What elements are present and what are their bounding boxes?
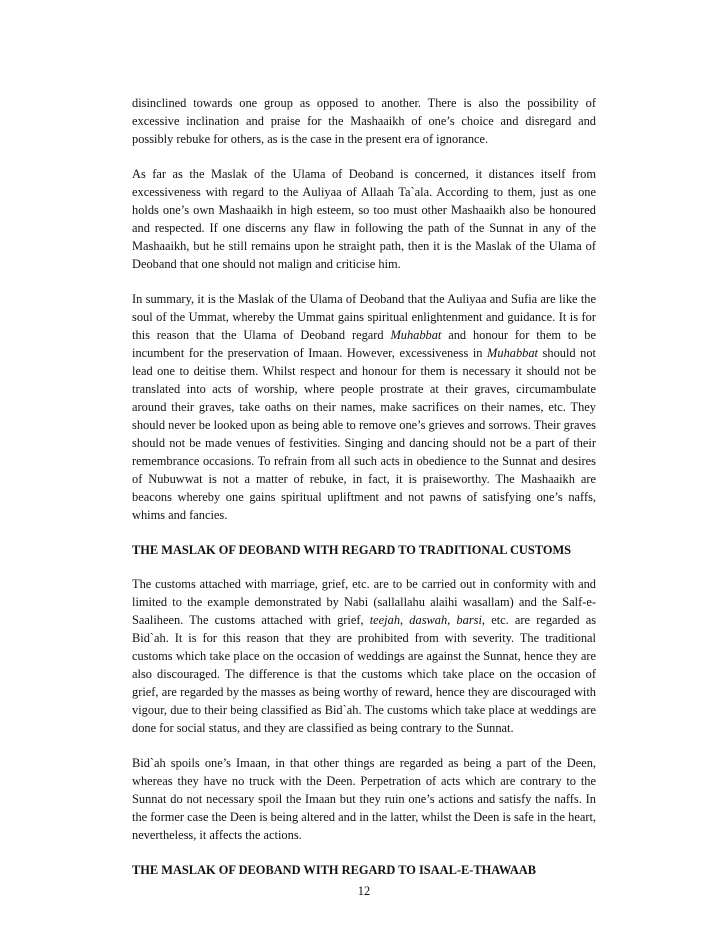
paragraph-1: disinclined towards one group as opposed to another. There is also the possibility of excessive inclination and praise for the Mashaaikh of one’s choice and disregard and possibly rebuke for others, as is the case in the present era of ignorance.	[132, 96, 596, 146]
section-heading-traditional-customs: THE MASLAK OF DEOBAND WITH REGARD TO TRADITIONAL CUSTOMS	[132, 543, 572, 557]
paragraph-3-text: and honour for them to be incumbent for the preservation of Imaan. However, excessiveness in	[132, 328, 596, 360]
paragraph-3-text: In summary, it is the Maslak of the Ulama of Deoband that the Auliyaa and Sufia are like the soul of the Ummat, whereby the Ummat gains spiritual enlightenment and guidance. It is for this reason that the Ulama of Deoband regard	[132, 292, 596, 342]
page-number: 12	[357, 884, 371, 898]
muhabbat-term: Muhabbat	[390, 328, 442, 342]
paragraph-3-text: should not lead one to deitise them. Whilst respect and honour for them is necessary it should not be translated into acts of worship, where people prostrate at their graves, circumambulate around their graves, take oaths on their names, make sacrifices on their names, etc. They should never be looked upon as being able to remove one’s grieves and sorrows. Their graves should not be made venues of festivities. Singing and dancing should not be a part of their remembrance occasions. To refrain from all such acts in obedience to the Sunnat and desires of Nubuwwat is not a matter of rebuke, in fact, it is praiseworthy. The Mashaaikh are beacons whereby one gains spiritual upliftment and not pawns of satisfying one’s naffs, whims and fancies.	[132, 346, 596, 522]
section-heading-isaal-e-thawaab: THE MASLAK OF DEOBAND WITH REGARD TO ISAAL-E-THAWAAB	[132, 863, 537, 877]
page-body	[132, 94, 596, 895]
paragraph-4	[132, 575, 596, 737]
teejah-term: teejah	[369, 613, 401, 627]
paragraph-2: As far as the Maslak of the Ulama of Deoband is concerned, it distances itself from excessiveness with regard to the Auliyaa of Allaah Ta`ala. According to them, just as one holds one’s own Mashaaikh in high esteem, so too must other Mashaaikh also be honoured and respected. If one discerns any flaw in following the path of the Sunnat in any of the Mashaaikh, but he still remains upon he straight path, then it is the Maslak of the Ulama of Deoband that one should not malign and criticise him.	[132, 167, 596, 271]
paragraph-5: Bid`ah spoils one’s Imaan, in that other things are regarded as being a part of the Deen, whereas they have no truck with the Deen. Perpetration of acts which are contrary to the Sunnat do not necessary spoil the Imaan but they ruin one’s actions and satisfy the naffs. In the former case the Deen is being altered and in the latter, whilst the Deen is safe in the heart, nevertheless, it affects the actions.	[132, 756, 596, 842]
paragraph-4-text: , etc. are regarded as Bid`ah. It is for this reason that they are prohibited from with severity. The traditional customs which take place on the occasion of weddings are against the Sunnat, hence they are also discouraged. The difference is that the customs which take place on the occasion of grief, are regarded by the masses as being worthy of reward, hence they are discouraged with vigour, due to their being classified as Bid`ah. The customs which take place at weddings are done for social status, and they are classified as being contrary to the Sunnat.	[132, 613, 597, 735]
paragraph-3	[132, 290, 596, 524]
paragraph-4-text: The customs attached with marriage, grief, etc. are to be carried out in conformity with and limited to the example demonstrated by Nabi (sallallahu alaihi wasallam) and the Salf-e-Saaliheen. The customs attached with grief,	[132, 577, 596, 627]
muhabbat-term: Muhabbat	[487, 346, 538, 360]
daswah-barsi-term: daswah, barsi	[409, 613, 482, 627]
paragraph-4-text: ,	[400, 613, 410, 627]
